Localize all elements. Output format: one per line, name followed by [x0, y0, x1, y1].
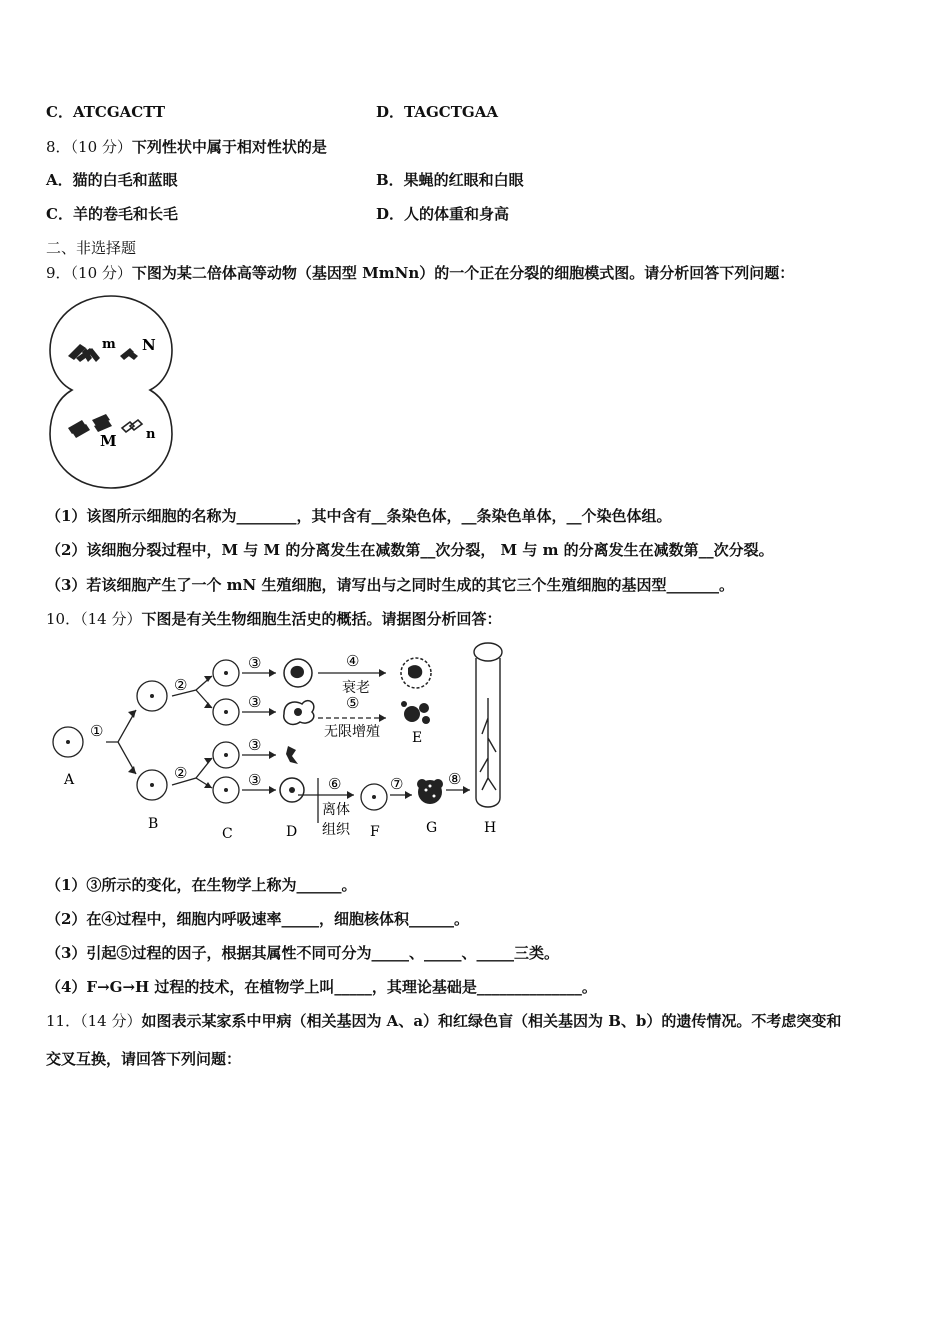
label-M-bottom: M [100, 432, 117, 450]
test-tube-h [474, 643, 502, 807]
cell-e-cancer [401, 701, 430, 724]
step-4: ④ [346, 652, 360, 670]
q11-stem-line2: 交叉互换，请回答下列问题： [46, 1050, 242, 1068]
q9-sub3: （3）若该细胞产生了一个 mN 生殖细胞，请写出与之同时生成的其它三个生殖细胞的基因型_______。 [46, 576, 734, 594]
q9-cell-figure [46, 292, 176, 492]
label-H: H [484, 820, 497, 836]
step-3-a: ③ [248, 654, 262, 672]
step-3-c: ③ [248, 736, 262, 754]
step-7: ⑦ [390, 775, 404, 793]
cell-membrane [50, 296, 172, 488]
q9-sub2: （2）该细胞分裂过程中，M 与 M 的分离发生在减数第__次分裂， M 与 m 的分离发生在减数第__次分裂。 [46, 541, 774, 559]
q8-stem: 下列性状中属于相对性状的是 [131, 138, 327, 156]
q10-stem: 下图是有关生物细胞生活史的概括。请据图分析回答： [141, 610, 502, 628]
q8-question [46, 137, 327, 157]
chromosome-pair-top-right [120, 348, 138, 360]
cell-d-3 [286, 746, 298, 764]
chromosome-pair-top-left [68, 344, 100, 362]
q8-option-a: A．猫的白毛和蓝眼 [46, 171, 178, 189]
q11-question [46, 1011, 841, 1031]
label-C: C [222, 826, 233, 842]
q10-number: 10．（14 分） [46, 610, 142, 628]
q7-option-c: C．ATCGACTT [46, 103, 166, 121]
q8-option-c: C．羊的卷毛和长毛 [46, 205, 178, 223]
cell-g-callus [417, 779, 443, 804]
label-E: E [412, 730, 423, 746]
q9-number: 9．（10 分） [46, 264, 132, 282]
step-3-d: ③ [248, 771, 262, 789]
chromosome-pair-bottom-right [122, 420, 142, 432]
cell-e-aged [401, 658, 431, 688]
q11-stem-line1: 如图表示某家系中甲病（相关基因为 A、a）和红绿色盲（相关基因为 B、b）的遗传情况。不考虑突变和 [141, 1012, 842, 1030]
label-N-top: N [142, 336, 156, 354]
q11-number: 11．（14 分） [46, 1012, 142, 1030]
step-3-b: ③ [248, 693, 262, 711]
q10-question [46, 609, 501, 629]
label-A: A [64, 772, 75, 788]
q10-sub1: （1）③所示的变化，在生物学上称为______。 [46, 876, 357, 894]
q8-option-d: D．人的体重和身高 [376, 205, 510, 223]
step-2-bottom: ② [174, 764, 188, 782]
q8-number: 8．（10 分） [46, 138, 132, 156]
label-B: B [148, 816, 159, 832]
q9-stem: 下图为某二倍体高等动物（基因型 MmNn）的一个正在分裂的细胞模式图。请分析回答下列问题： [131, 264, 795, 282]
q10-lifecycle-figure [46, 638, 516, 844]
label-D: D [286, 824, 298, 840]
q10-sub4: （4）F→G→H 过程的技术，在植物学上叫_____，其理论基础是______________。 [46, 978, 597, 996]
step-6: ⑥ [328, 775, 342, 793]
q8-option-b: B．果蝇的红眼和白眼 [376, 171, 524, 189]
label-G: G [426, 820, 438, 836]
label-F: F [370, 824, 380, 840]
label-isolated-2: 组织 [322, 822, 350, 838]
step-2-top: ② [174, 676, 188, 694]
q10-sub2: （2）在④过程中，细胞内呼吸速率_____，细胞核体积______。 [46, 910, 469, 928]
q10-sub3: （3）引起⑤过程的因子，根据其属性不同可分为_____、_____、_____三类。 [46, 944, 559, 962]
q7-option-d: D．TAGCTGAA [376, 103, 498, 121]
step-8: ⑧ [448, 770, 462, 788]
step-1: ① [90, 722, 104, 740]
section-heading: 二、非选择题 [46, 239, 137, 257]
step-5: ⑤ [346, 694, 360, 712]
label-proliferation: 无限增殖 [324, 724, 380, 740]
label-aging: 衰老 [342, 680, 370, 696]
label-m-top: m [102, 337, 116, 352]
label-n-bottom: n [146, 427, 156, 442]
q9-question [46, 263, 794, 283]
q9-sub1: （1）该图所示细胞的名称为________，其中含有__条染色体，__条染色单体，__个染色体组。 [46, 507, 672, 525]
label-isolated-1: 离体 [322, 802, 350, 818]
